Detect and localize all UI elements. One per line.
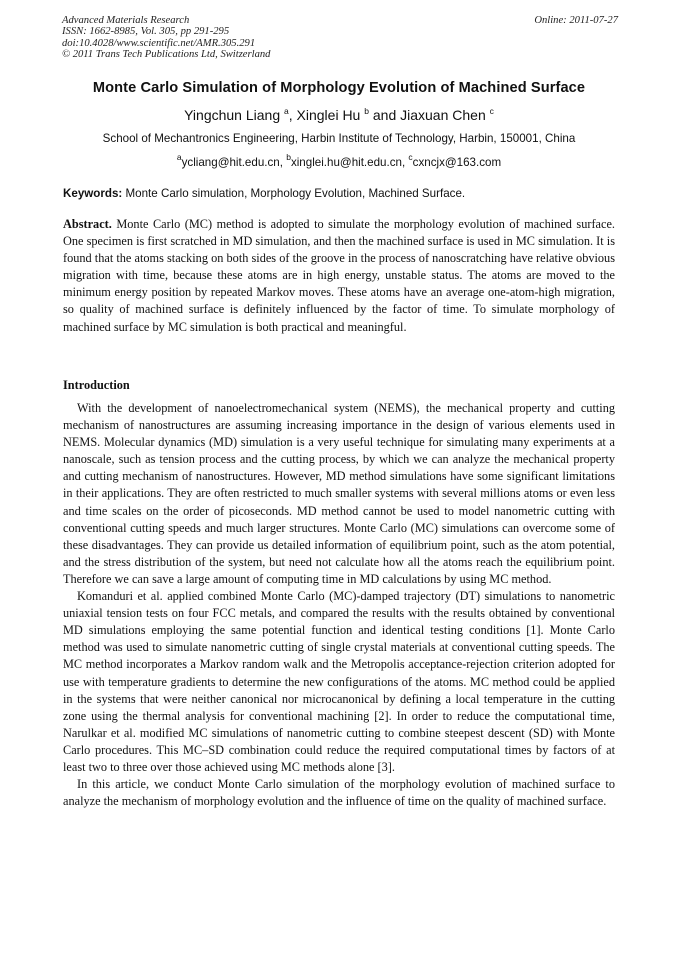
affiliation: School of Mechantronics Engineering, Harbin Institute of Technology, Harbin, 150001, China — [102, 132, 576, 145]
section-heading-introduction: Introduction — [63, 378, 130, 392]
author-sup: a — [284, 106, 289, 116]
email-sep: , — [401, 156, 409, 169]
author-list — [40, 106, 638, 123]
email-address: xinglei.hu@hit.edu.cn — [290, 156, 402, 169]
author-sup: c — [489, 106, 494, 116]
copyright-line: © 2011 Trans Tech Publications Ltd, Switzerland — [62, 49, 271, 61]
author-name: Xinglei Hu — [296, 107, 361, 123]
intro-paragraph: Komanduri et al. applied combined Monte Carlo (MC)-damped trajectory (DT) simulations to nanometric uniaxial tension tests on four FCC metals, and compared the results with the results obtained by conventional MD simulations employing the same potential function and identical testing conditions [1]. Monte Carlo method was used to simulate nanometric cutting of single crystal materials at conventional cutting speeds. The MC method incorporates a Markov random walk and the Metropolis acceptance-rejection criterion adopted for use with temperature gradients to determine the new configurations of the atoms. MC method could be applied in the systems that were neither canonical nor microcanonical by defining a local temperature in the cutting zone using the thermal analysis for conventional machining [2]. In order to reduce the computational time, Narulkar et al. modified MC simulations of nanometric cutting to combine steepest descent (SD) with Monte Carlo procedures. This MC–SD combination could reduce the required computational times by factors of at least two to three over those achieved using MC methods alone [3]. — [63, 589, 615, 774]
abstract-label: Abstract. — [63, 217, 112, 231]
intro-paragraph: In this article, we conduct Monte Carlo simulation of the morphology evolution of machined surface to analyze the mechanism of morphology evolution and the influence of time on the quality of machined surface. — [63, 777, 615, 809]
email-list — [40, 152, 638, 169]
keywords-text: Monte Carlo simulation, Morphology Evolution, Machined Surface. — [122, 187, 466, 200]
journal-header — [62, 15, 618, 61]
abstract — [63, 216, 615, 336]
email-sup: b — [286, 152, 291, 162]
email-address: cxncjx@163.com — [412, 156, 502, 169]
abstract-paragraph — [63, 216, 615, 336]
author-sup: b — [364, 106, 369, 116]
author-sep: and — [368, 107, 401, 123]
keywords-label: Keywords: — [63, 187, 123, 200]
email-sup: a — [176, 152, 182, 162]
journal-name: Advanced Materials Research — [62, 15, 190, 26]
keywords — [63, 187, 615, 200]
author-name: Jiaxuan Chen — [400, 107, 486, 123]
abstract-text: Monte Carlo (MC) method is adopted to simulate the morphology evolution of machined surface. One specimen is first scratched in MD simulation, and then the machined surface is used in MC simulation. It is found that the atoms stacking on both sides of the groove in the process of nanoscratching have relative obvious migration with time, because these atoms are in high energy, unstable status. The atoms are moved to the minimum energy position by repeated Markov moves. These atoms have an average one-atom-high migration, so quality of machined surface is definitely influenced by the factor of time. To simulate morphology of machined surface by MC simulation is both practical and meaningful. — [63, 217, 615, 334]
paper-title: Monte Carlo Simulation of Morphology Evolution of Machined Surface — [92, 80, 586, 96]
email-sep: , — [279, 156, 287, 169]
online-date: Online: 2011-07-27 — [534, 15, 618, 26]
author-sep: , — [288, 107, 297, 123]
issn-line: ISSN: 1662-8985, Vol. 305, pp 291-295 — [62, 26, 230, 38]
email-address: ycliang@hit.edu.cn — [181, 156, 280, 169]
intro-paragraph: With the development of nanoelectromechanical system (NEMS), the mechanical property and cutting mechanism of nanostructures are assuming increasing importance in the design of various elements used in NEMS. Molecular dynamics (MD) simulation is a very useful technique for simulating many experiments at a nanoscale, such as tension process and the cutting process, by which we can analyze the mechanical property and cutting mechanism of nanostructures. However, MD method simulations have some significant limitations in their applications. They are often restricted to much smaller systems with several millions atoms or even less and time scales on the order of picoseconds. MD method cannot be used to model nanometric cutting with conventional cutting speeds and much larger structures. Monte Carlo (MC) simulations can overcome some of these disadvantages. They can provide us detailed information of equilibrium point, such as the atom potential, and the stress distribution of the system, but need not calculate how all the atoms reach the equilibrium point. Therefore we can save a large amount of computing time in MD calculations by using MC method. — [63, 401, 615, 586]
email-sup: c — [408, 152, 413, 162]
author-name: Yingchun Liang — [184, 107, 281, 123]
doi-line: doi:10.4028/www.scientific.net/AMR.305.291 — [62, 37, 256, 49]
introduction-body — [63, 400, 615, 810]
